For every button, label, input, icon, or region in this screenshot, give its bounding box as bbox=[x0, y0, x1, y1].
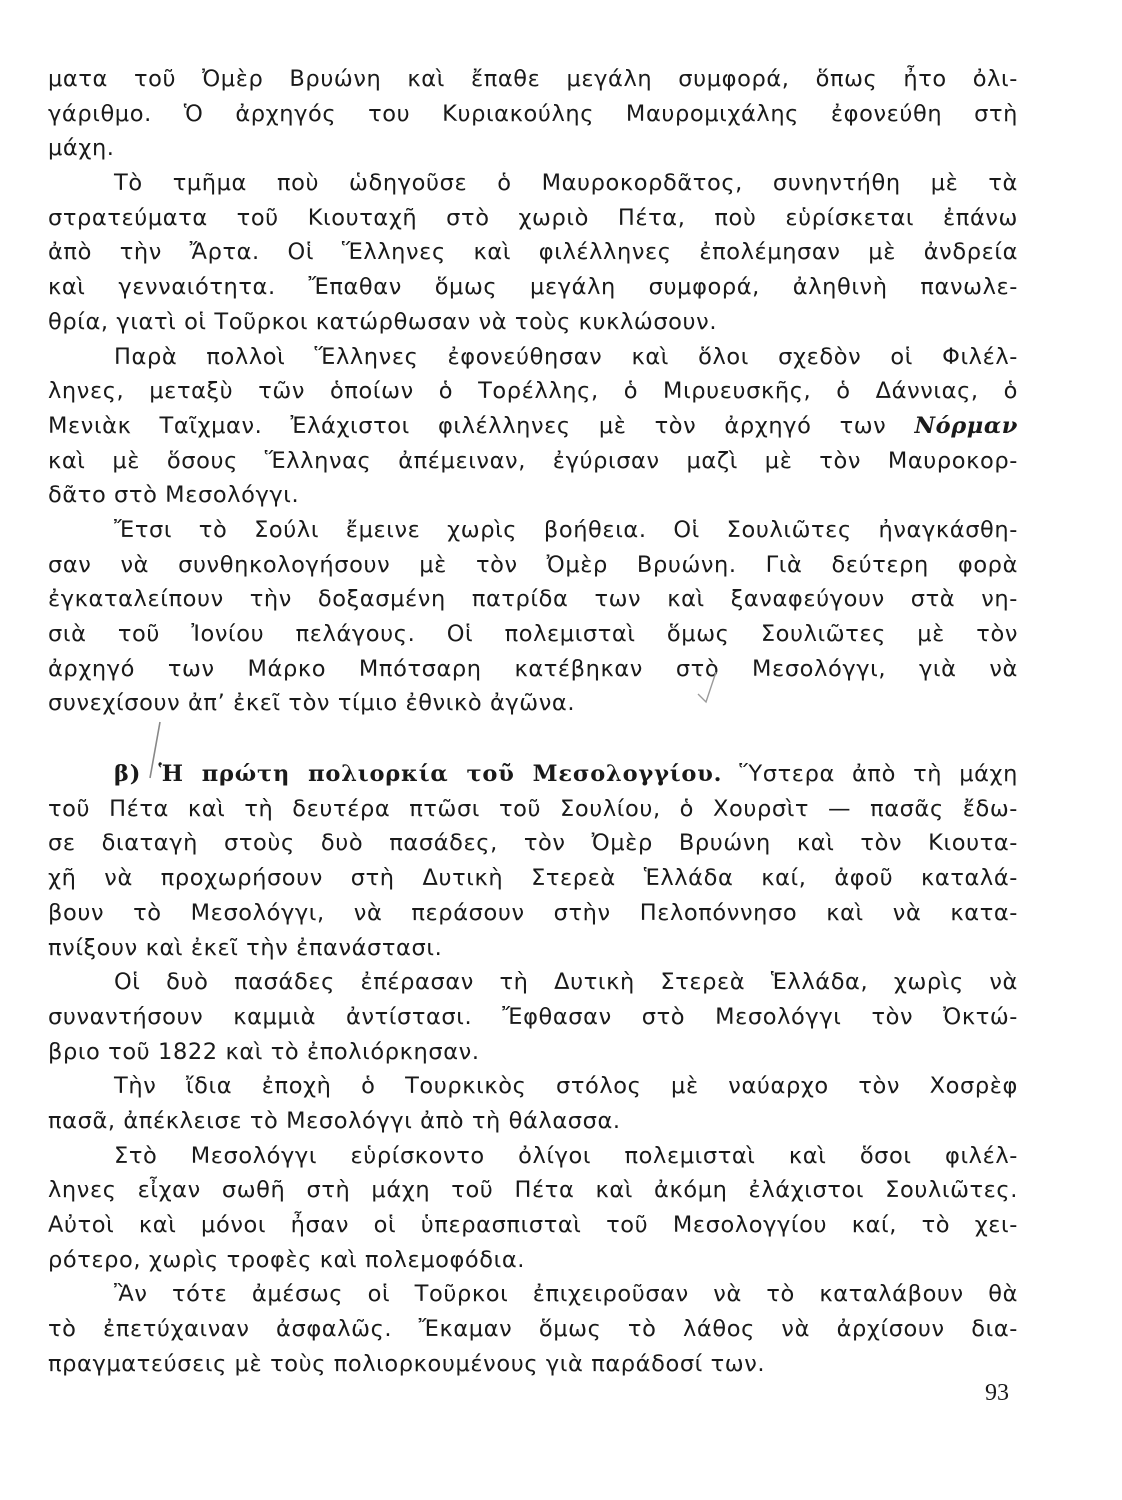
text-line: τοῦ Πέτα καὶ τὴ δευτέρα πτῶσι τοῦ Σουλίου, ὁ Χουρσὶτ — πασᾶς ἔδω- bbox=[48, 795, 1018, 822]
text-line: ληνες εἶχαν σωθῆ στὴ μάχη τοῦ Πέτα καὶ ἀκόμη ἐλάχιστοι Σουλιῶτες. bbox=[48, 1177, 1018, 1204]
text-line: γάριθμο. Ὁ ἀρχηγός του Κυριακούλης Μαυρομιχάλης ἐφονεύθη στὴ bbox=[48, 100, 1018, 127]
text-line: καὶ γενναιότητα. Ἔπαθαν ὅμως μεγάλη συμφορά, ἀληθινὴ πανωλε- bbox=[48, 274, 1018, 301]
text-line: ρότερο, χωρὶς τροφὲς καὶ πολεμοφόδια. bbox=[48, 1246, 526, 1273]
text-line: ἐγκαταλείπουν τὴν δοξασμένη πατρίδα των καὶ ξαναφεύγουν στὰ νη- bbox=[48, 586, 1018, 613]
text-line: Στὸ Μεσολόγγι εὑρίσκοντο ὀλίγοι πολεμισταὶ καὶ ὅσοι φιλέλ- bbox=[114, 1142, 1018, 1169]
text-line: ληνες, μεταξὺ τῶν ὁποίων ὁ Τορέλλης, ὁ Μιρυευσκῆς, ὁ Δάννιας, ὁ bbox=[48, 378, 1018, 405]
text-line: χῆ νὰ προχωρήσουν στὴ Δυτικὴ Στερεὰ Ἑλλάδα καί, ἀφοῦ καταλά- bbox=[48, 865, 1018, 892]
bold-name: Νόρμαν bbox=[914, 412, 1018, 439]
text-line: πνίξουν καὶ ἐκεῖ τὴν ἐπανάστασι. bbox=[48, 934, 443, 961]
pencil-check-mark bbox=[696, 668, 718, 704]
text-line: Οἱ δυὸ πασάδες ἐπέρασαν τὴ Δυτικὴ Στερεὰ Ἑλλάδα, χωρὶς νὰ bbox=[114, 969, 1018, 996]
text-line: Τὸ τμῆμα ποὺ ὡδηγοῦσε ὁ Μαυροκορδᾶτος, συνηντήθη μὲ τὰ bbox=[114, 170, 1018, 197]
section-gap bbox=[48, 721, 1018, 757]
text-line: Ἔτσι τὸ Σούλι ἔμεινε χωρὶς βοήθεια. Οἱ Σουλιῶτες ἠναγκάσθη- bbox=[114, 516, 1018, 543]
text-line: πασᾶ, ἀπέκλεισε τὸ Μεσολόγγι ἀπὸ τὴ θάλασσα. bbox=[48, 1107, 621, 1134]
text-line: σιὰ τοῦ Ἰονίου πελάγους. Οἱ πολεμισταὶ ὅμως Σουλιῶτες μὲ τὸν bbox=[48, 621, 1018, 647]
text-line: συναντήσουν καμμιὰ ἀντίστασι. Ἔφθασαν στὸ Μεσολόγγι τὸν Ὀκτώ- bbox=[48, 1003, 1018, 1030]
text-fragment: Μενιὰκ Ταῖχμαν. Ἐλάχιστοι φιλέλληνες μὲ τὸν ἀρχηγό των bbox=[48, 412, 887, 439]
text-line: καὶ μὲ ὅσους Ἕλληνας ἀπέμειναν, ἐγύρισαν μαζὶ μὲ τὸν Μαυροκορ- bbox=[48, 447, 1018, 474]
text-line: Ἂν τότε ἀμέσως οἱ Τοῦρκοι ἐπιχειροῦσαν νὰ τὸ καταλάβουν θὰ bbox=[114, 1281, 1018, 1308]
text-line: σε διαταγὴ στοὺς δυὸ πασάδες, τὸν Ὀμὲρ Βρυώνη καὶ τὸν Κιουτα- bbox=[48, 830, 1018, 857]
text-fragment: Ὕστερα ἀπὸ τὴ μάχη bbox=[739, 761, 1018, 788]
page-number: 93 bbox=[985, 1380, 1009, 1406]
text-line: δᾶτο στὸ Μεσολόγγι. bbox=[48, 482, 300, 509]
pencil-stroke-mark bbox=[140, 720, 170, 780]
section-label: β) bbox=[114, 761, 142, 788]
text-line: ἀρχηγό των Μάρκο Μπότσαρη κατέβηκαν στὸ Μεσολόγγι, γιὰ νὰ bbox=[48, 655, 1018, 682]
text-line-with-name bbox=[48, 409, 1018, 444]
text-line: Παρὰ πολλοὶ Ἕλληνες ἐφονεύθησαν καὶ ὅλοι σχεδὸν οἱ Φιλέλ- bbox=[114, 343, 1018, 370]
document-page bbox=[48, 62, 1018, 1381]
text-line: Τὴν ἴδια ἐποχὴ ὁ Τουρκικὸς στόλος μὲ ναύαρχο τὸν Χοσρὲφ bbox=[114, 1073, 1018, 1100]
text-line: βριο τοῦ 1822 καὶ τὸ ἐπολιόρκησαν. bbox=[48, 1038, 480, 1065]
text-line: θρία, γιατὶ οἱ Τοῦρκοι κατώρθωσαν νὰ τοὺς κυκλώσουν. bbox=[48, 308, 718, 335]
text-line: σαν νὰ συνθηκολογήσουν μὲ τὸν Ὀμὲρ Βρυώνη. Γιὰ δεύτερη φορὰ bbox=[48, 551, 1018, 578]
section-heading-line bbox=[48, 757, 1018, 792]
text-line: Αὐτοὶ καὶ μόνοι ἦσαν οἱ ὑπερασπισταὶ τοῦ Μεσολογγίου καί, τὸ χει- bbox=[48, 1212, 1018, 1238]
text-line: συνεχίσουν ἀπ’ ἐκεῖ τὸν τίμιο ἐθνικὸ ἀγῶνα. bbox=[48, 690, 576, 717]
text-line: τὸ ἐπετύχαιναν ἀσφαλῶς. Ἔκαμαν ὅμως τὸ λάθος νὰ ἀρχίσουν δια- bbox=[48, 1316, 1018, 1343]
text-line: μάχη. bbox=[48, 135, 115, 162]
section-title: Ἡ πρώτη πολιορκία τοῦ Μεσολογγίου. bbox=[158, 761, 723, 788]
text-line: βουν τὸ Μεσολόγγι, νὰ περάσουν στὴν Πελοπόννησο καὶ νὰ κατα- bbox=[48, 899, 1018, 926]
text-line: ἀπὸ τὴν Ἄρτα. Οἱ Ἕλληνες καὶ φιλέλληνες ἐπολέμησαν μὲ ἀνδρεία bbox=[48, 239, 1018, 266]
text-line: στρατεύματα τοῦ Κιουταχῆ στὸ χωριὸ Πέτα, ποὺ εὑρίσκεται ἐπάνω bbox=[48, 204, 1018, 231]
text-line: ματα τοῦ Ὀμὲρ Βρυώνη καὶ ἔπαθε μεγάλη συμφορά, ὅπως ἦτο ὀλι- bbox=[48, 66, 1018, 92]
text-line: πραγματεύσεις μὲ τοὺς πολιορκουμένους γιὰ παράδοσί των. bbox=[48, 1350, 766, 1377]
